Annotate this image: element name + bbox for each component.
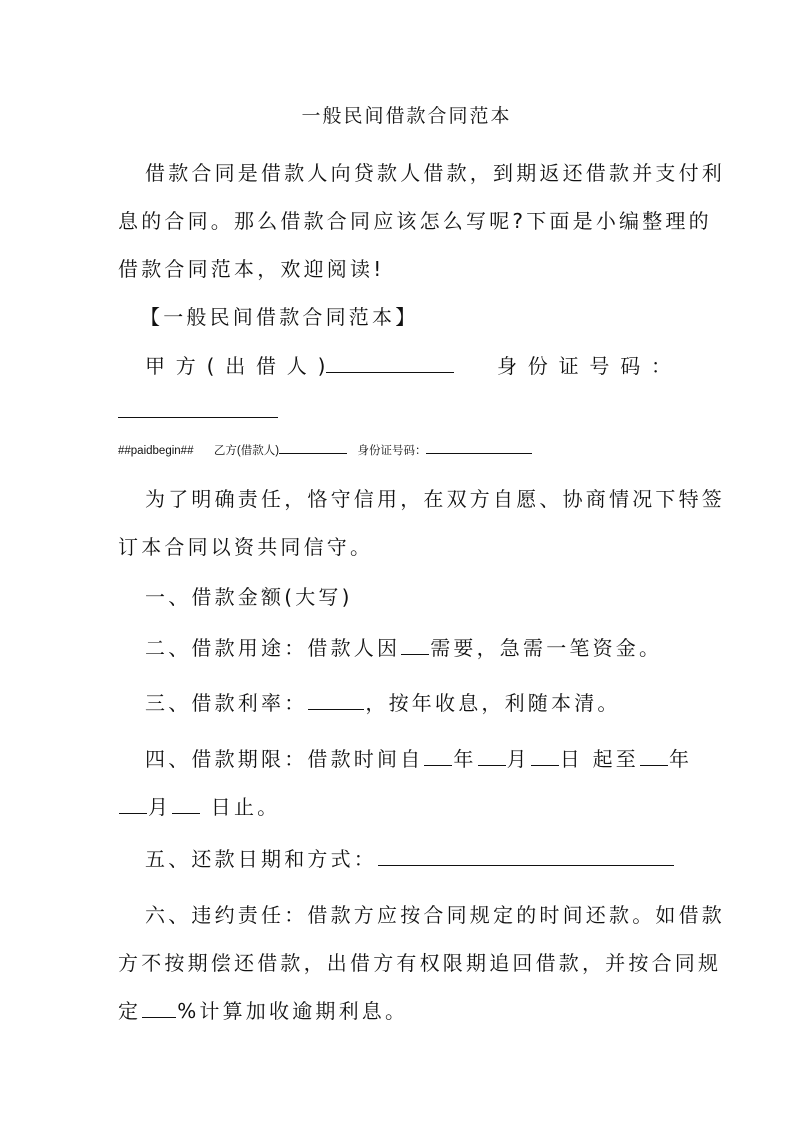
clause-1: 一、借款金额(大写) xyxy=(145,585,353,609)
preamble-line-2: 订本合同以资共同信守。 xyxy=(118,535,374,559)
paid-marker: ##paidbegin## xyxy=(118,445,194,457)
party-a-id-char: 号 xyxy=(589,354,610,378)
interest-rate-blank[interactable] xyxy=(308,691,364,710)
start-year-blank[interactable] xyxy=(424,747,452,766)
party-a-char: 甲 xyxy=(145,354,165,378)
party-a-char: 方 xyxy=(175,354,196,378)
party-b-name-blank[interactable] xyxy=(279,442,347,454)
clause-6-line-3: 定 %计算加收逾期利息。 xyxy=(118,999,409,1023)
party-b-id-blank[interactable] xyxy=(426,442,532,454)
party-a-char: 人 xyxy=(286,354,307,378)
intro-line-3: 借款合同范本，欢迎阅读! xyxy=(118,257,385,281)
party-a-name-group xyxy=(318,354,456,378)
clause-6-line-2: 方不按期偿还借款，出借方有权限期追回借款，并按合同规 xyxy=(118,951,722,975)
clause-5: 五、还款日期和方式： xyxy=(145,847,675,871)
party-a-id-char: 码 xyxy=(620,354,641,378)
clause-6-line-1: 六、违约责任：借款方应按合同规定的时间还款。如借款 xyxy=(145,903,725,927)
party-a-char: 借 xyxy=(256,354,276,378)
party-b-id-label: 身份证号码： xyxy=(357,445,427,457)
section-heading: 【一般民间借款合同范本】 xyxy=(140,305,419,329)
party-a-id-char: ： xyxy=(650,354,671,378)
clause-2: 二、借款用途：借款人因 需要，急需一笔资金。 xyxy=(145,636,663,660)
party-a-name-blank[interactable] xyxy=(326,354,454,373)
intro-line-1: 借款合同是借款人向贷款人借款，到期返还借款并支付利 xyxy=(145,161,725,185)
clause-3: 三、借款利率： ，按年收息，利随本清。 xyxy=(145,691,621,715)
party-a-char: ) xyxy=(317,354,326,378)
party-b-line xyxy=(118,442,532,459)
party-a-char: 出 xyxy=(225,354,246,378)
party-a-line xyxy=(145,354,671,378)
party-b-label: 乙方(借款人) xyxy=(213,445,280,457)
party-a-id-blank[interactable] xyxy=(118,401,278,418)
start-day-blank[interactable] xyxy=(531,747,559,766)
end-day-blank[interactable] xyxy=(172,795,200,814)
party-a-char: ( xyxy=(206,354,215,378)
end-month-blank[interactable] xyxy=(119,795,147,814)
intro-line-2: 息的合同。那么借款合同应该怎么写呢?下面是小编整理的 xyxy=(118,209,712,233)
purpose-blank[interactable] xyxy=(401,636,429,655)
preamble-line-1: 为了明确责任，恪守信用，在双方自愿、协商情况下特签 xyxy=(145,487,725,511)
penalty-rate-blank[interactable] xyxy=(142,999,176,1018)
party-a-id-char: 证 xyxy=(558,354,579,378)
document-title: 一般民间借款合同范本 xyxy=(301,105,512,127)
party-a-id-char: 份 xyxy=(527,354,548,378)
party-a-id-char: 身 xyxy=(497,354,517,378)
repayment-method-blank[interactable] xyxy=(378,847,674,866)
clause-4-line-2: 月 日止。 xyxy=(118,795,280,819)
clause-4-line-1: 四、借款期限：借款时间自 年 月 日 起至 年 xyxy=(145,747,693,771)
end-year-blank[interactable] xyxy=(640,747,668,766)
start-month-blank[interactable] xyxy=(478,747,506,766)
